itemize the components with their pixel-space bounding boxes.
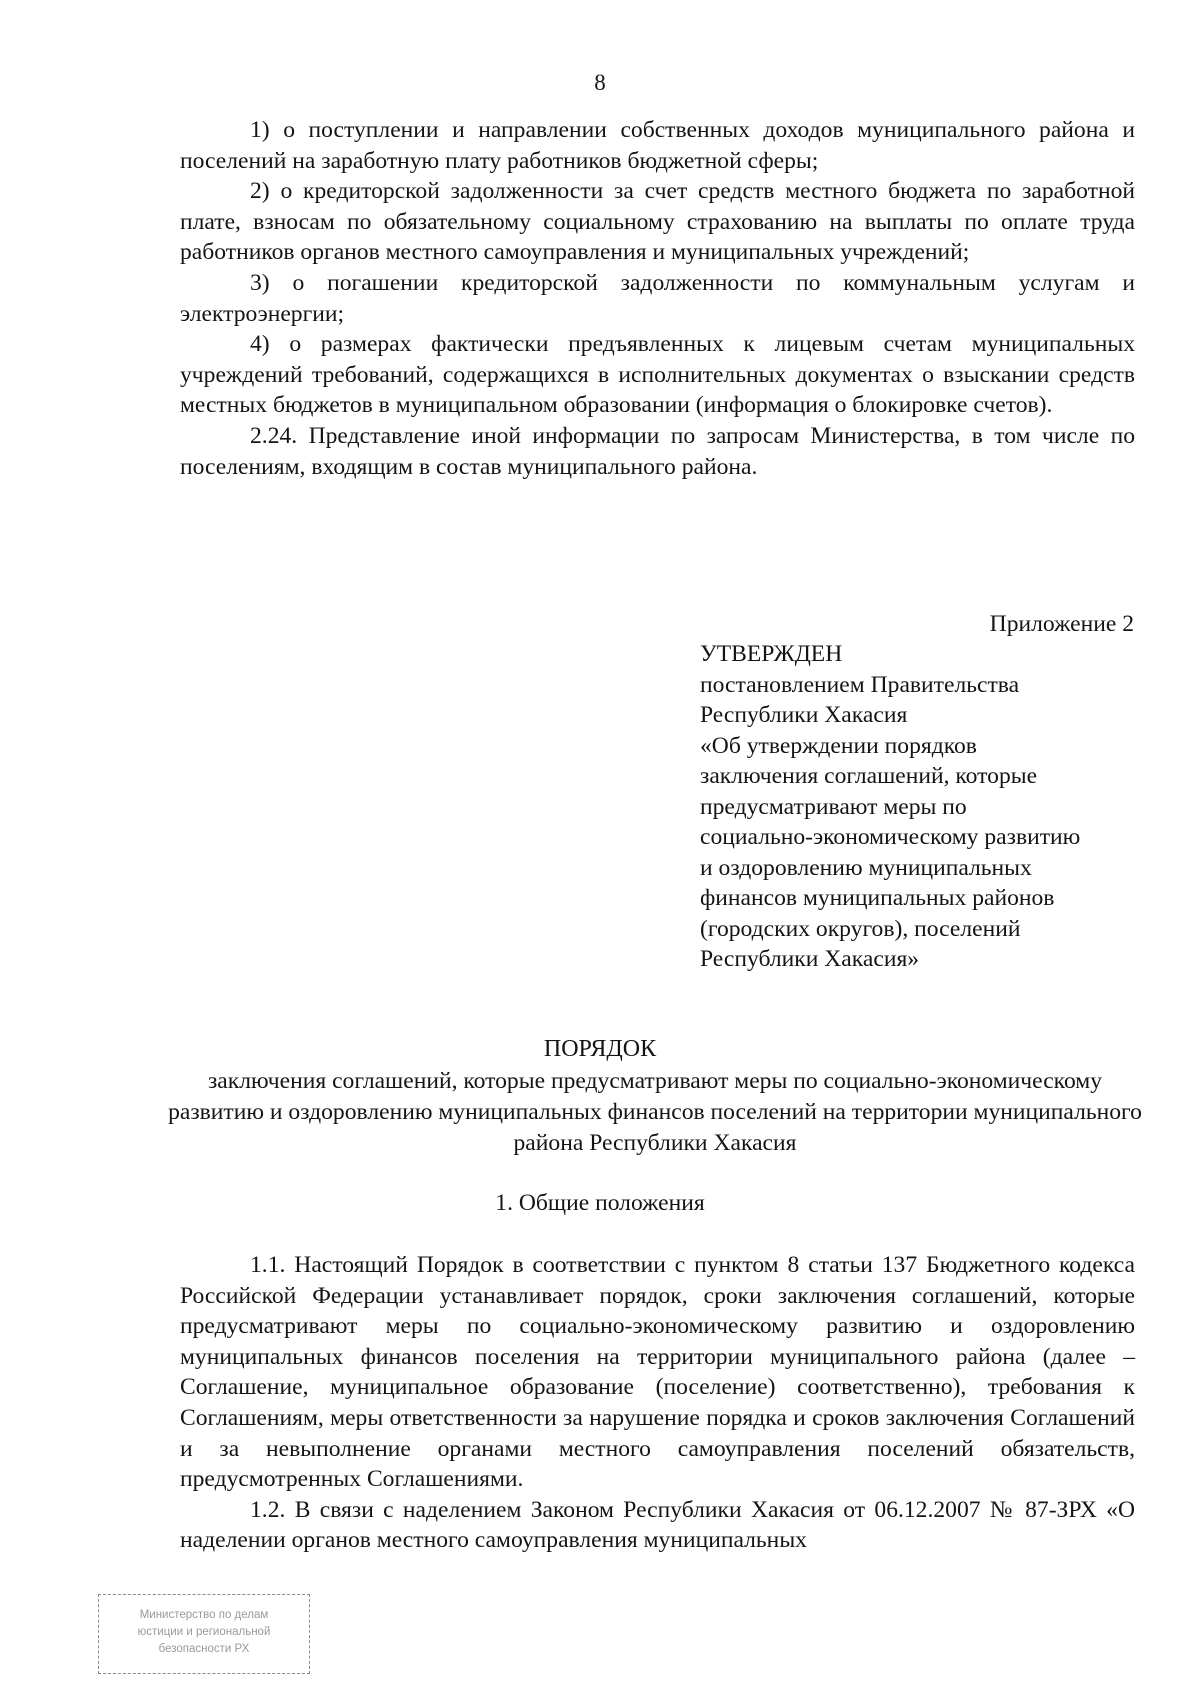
approval-line: социально-экономическому развитию <box>700 824 1081 850</box>
stamp-line: юстиции и региональной <box>137 1626 271 1638</box>
approval-line: Республики Хакасия» <box>700 946 920 972</box>
page-number: 8 <box>594 70 606 95</box>
section-title: 1. Общие положения <box>495 1190 705 1216</box>
document-subtitle: заключения соглашений, которые предусматривают меры по социально-экономическому развитию и оздоровлению муниципальных финансов поселений на территории муниципального района Республики Хакасия <box>168 1068 1142 1156</box>
approval-line: Республики Хакасия <box>700 702 908 728</box>
approval-line: финансов муниципальных районов <box>700 885 1055 911</box>
top-section <box>180 115 1135 482</box>
list-item-2: 2) о кредиторской задолженности за счет средств местного бюджета по заработной плате, взносам по обязательному социальному страхованию на выплаты по оплате труда работников органов местного самоуправления и муниципальных учреждений; <box>180 178 1135 266</box>
list-item-3: 3) о погашении кредиторской задолженности по коммунальным услугам и электроэнергии; <box>180 269 1135 327</box>
list-item-1: 1) о поступлении и направлении собственных доходов муниципального района и поселений на заработную плату работников бюджетной сферы; <box>180 117 1135 174</box>
appendix-label: Приложение 2 <box>989 611 1134 637</box>
approval-block <box>700 639 1150 975</box>
ministry-stamp <box>98 1594 310 1674</box>
approval-line: и оздоровлению муниципальных <box>700 854 1032 881</box>
stamp-line: Министерство по делам <box>139 1609 269 1621</box>
approval-line: предусматривают меры по <box>700 793 967 820</box>
approval-line: УТВЕРЖДЕН <box>700 641 843 667</box>
document-title: ПОРЯДОК <box>543 1036 657 1062</box>
approval-line: постановлением Правительства <box>700 671 1020 698</box>
approval-line: заключения соглашений, которые <box>700 763 1038 789</box>
list-item-4: 4) о размерах фактически предъявленных к лицевым счетам муниципальных учреждений требований, содержащихся в исполнительных документах о взыскании средств местных бюджетов в муниципальном образовании (информация о блокировке счетов). <box>180 331 1135 419</box>
clause-1-1: 1.1. Настоящий Порядок в соответствии с пунктом 8 статьи 137 Бюджетного кодекса Российской Федерации устанавливает порядок, сроки заключения соглашений, которые предусматривают меры по социально-экономическому развитию и оздоровлению муниципальных финансов поселения на территории муниципального района (далее – Соглашение, муниципальное образование (поселение) соответственно), требования к Соглашениям, меры ответственности за нарушение порядка и сроков заключения Соглашений и за невыполнение органами местного самоуправления поселений обязательств, предусмотренных Соглашениями. <box>180 1252 1135 1493</box>
approval-line: (городских округов), поселений <box>700 915 1021 942</box>
general-provisions <box>180 1250 1135 1556</box>
clause-1-2: 1.2. В связи с наделением Законом Республики Хакасия от 06.12.2007 № 87-ЗРХ «О наделении органов местного самоуправления муниципальных <box>180 1496 1135 1554</box>
approval-line: «Об утверждении порядков <box>700 732 977 759</box>
stamp-line: безопасности РХ <box>158 1643 250 1655</box>
clause-2-24: 2.24. Представление иной информации по запросам Министерства, в том числе по поселениям, входящим в состав муниципального района. <box>180 422 1135 480</box>
